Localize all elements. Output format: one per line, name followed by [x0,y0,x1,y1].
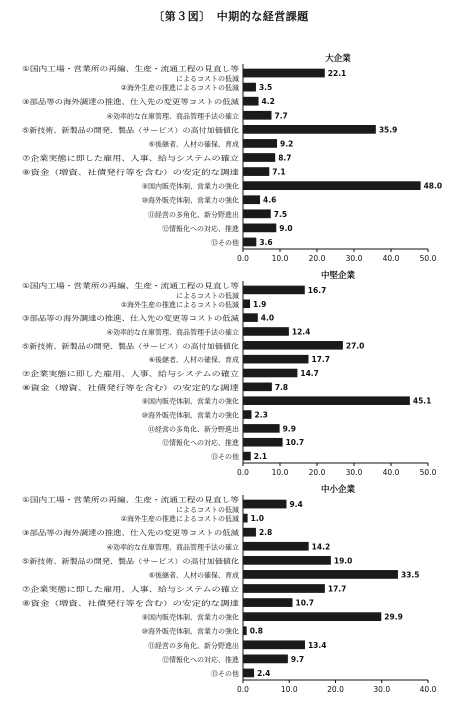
category-label: ⑨国内販売体制、営業力の強化 [141,182,239,191]
bar [243,167,269,176]
bar [243,424,280,433]
category-label: ⑪経営の多角化、新分野進出 [148,210,239,219]
data-label: 17.7 [311,355,331,365]
bar [243,438,283,447]
bar [243,556,331,565]
x-tick-label: 40.0 [382,468,400,477]
data-label: 8.7 [278,153,292,163]
data-label: 33.5 [400,570,420,580]
data-label: 22.1 [327,69,347,79]
bar [243,209,271,218]
bar [243,125,376,134]
bar [243,139,277,148]
data-label: 14.7 [300,369,319,378]
data-label: 48.0 [423,181,443,191]
category-label: ⑫情報化への対応、推進 [162,224,239,233]
data-label: 1.9 [253,299,267,309]
category-label: ⑤新技術、新製品の開発、製品（サービス）の高付加価値化 [22,557,211,566]
category-label: ⑧資金（増資、社債発行等を含む）の安定的な調達 [22,168,183,177]
category-label: ⑩海外販売体制、営業力の強化 [141,411,239,420]
data-label: 2.8 [258,528,273,538]
bar [243,69,325,78]
bar [243,570,398,579]
x-tick-label: 10.0 [271,468,289,477]
bar [243,452,251,461]
category-label: ⑫情報化への対応、推進 [162,439,239,448]
x-tick-label: 10.0 [280,685,298,694]
data-label: 3.6 [259,237,273,247]
bar [243,410,252,419]
data-label: 35.9 [378,125,398,135]
category-label: ⑤新技術、新製品の開発、製品（サービス）の高付加価値化 [22,342,211,351]
x-tick-label: 30.0 [373,685,391,694]
bar [243,584,325,593]
category-label: によるコストの低減 [176,291,239,300]
bar [243,383,272,392]
category-label: ⑦企業実態に即した雇用、人事、給与システムの確立 [22,585,189,594]
bar [243,655,288,664]
data-label: 45.1 [412,396,432,406]
category-label: ⑦企業実態に即した雇用、人事、給与システムの確立 [22,370,189,378]
bar [243,542,309,551]
data-label: 17.7 [327,584,347,594]
data-label: 4.6 [263,195,277,205]
category-label: ⑥後継者、人材の確保、育成 [148,140,239,149]
category-label: ①国内工場・営業所の再編、生産・流通工程の見直し等 [22,496,197,505]
data-label: 9.2 [280,139,294,149]
data-label: 7.7 [274,111,288,121]
panel-title: 中堅企業 [320,271,356,281]
bar [243,598,292,607]
bar [243,83,256,92]
bar [243,626,247,635]
data-label: 29.9 [384,612,403,622]
bar [243,111,271,120]
category-label: ⑬その他 [211,453,239,462]
category-label: ④効率的な在庫管理、商品管理手法の確立 [106,328,239,337]
x-tick-label: 30.0 [345,468,363,477]
category-label: ⑨国内販売体制、営業力の強化 [141,397,239,406]
x-tick-label: 20.0 [308,468,326,477]
bar [243,612,381,621]
data-label: 9.4 [289,500,303,510]
x-tick-label: 40.0 [419,685,437,694]
data-label: 4.0 [260,313,275,323]
data-label: 7.8 [274,382,289,392]
category-label: ④効率的な在庫管理、商品管理手法の確立 [106,543,239,552]
data-label: 12.4 [291,327,311,337]
category-label: ①国内工場・営業所の再編、生産・流通工程の見直し等 [22,281,197,290]
category-label: ⑥後継者、人材の確保、育成 [148,356,239,365]
category-label: ⑨国内販売体制、営業力の強化 [141,613,239,622]
bar [243,299,250,308]
category-label: ②海外生産の推進によるコストの低減 [120,300,239,309]
category-label: ⑪経営の多角化、新分野進出 [148,641,239,650]
data-label: 10.7 [285,438,305,448]
data-label: 7.5 [273,209,288,219]
bar [243,286,305,295]
bar [243,355,308,364]
category-label: ⑥後継者、人材の確保、育成 [148,571,239,580]
category-label: ③部品等の海外調達の推進、仕入先の変更等コストの低減 [22,98,204,107]
bar [243,224,276,233]
data-label: 9.9 [282,424,296,434]
category-label: ①国内工場・営業所の再編、生産・流通工程の見直し等 [22,65,197,74]
data-label: 2.4 [257,668,271,678]
bar [243,341,343,350]
bar [243,97,259,106]
bar [243,528,256,537]
bar [243,153,275,162]
category-label: ⑦企業実態に即した雇用、人事、給与システムの確立 [22,154,189,163]
bar [243,640,305,649]
data-label: 16.7 [307,285,327,295]
bar [243,396,410,405]
category-label: によるコストの低減 [176,75,239,84]
data-label: 9.7 [290,654,305,664]
data-label: 0.8 [249,626,263,636]
data-label: 19.0 [333,556,353,566]
data-label: 1.0 [250,514,264,524]
data-label: 13.4 [307,640,327,650]
x-tick-label: 10.0 [271,254,289,263]
category-label: ⑫情報化への対応、推進 [162,655,239,664]
category-label: ⑧資金（増資、社債発行等を含む）の安定的な調達 [22,599,183,608]
data-label: 14.2 [311,542,331,552]
data-label: 7.1 [272,167,286,177]
category-label: ②海外生産の推進によるコストの低減 [120,84,239,93]
data-label: 3.5 [258,83,273,93]
category-label: ⑩海外販売体制、営業力の強化 [141,627,239,636]
bar [243,669,254,678]
category-label: によるコストの低減 [176,506,239,515]
figure-title: 〔第３図〕 中期的な経営課題 [153,10,309,23]
category-label: ④効率的な在庫管理、商品管理手法の確立 [106,112,239,121]
category-label: ⑪経営の多角化、新分野進出 [148,425,239,434]
panel-title: 大企業 [325,54,351,64]
panel-title: 中小企業 [320,485,356,495]
data-label: 4.2 [261,97,275,107]
category-label: ⑬その他 [211,238,239,247]
bar [243,500,286,509]
bar [243,514,248,523]
x-tick-label: 20.0 [327,685,344,694]
x-tick-label: 50.0 [419,468,437,477]
bar [243,369,297,378]
bar [243,195,260,204]
data-label: 10.7 [295,598,315,608]
category-label: ②海外生産の推進によるコストの低減 [120,515,239,524]
category-label: ⑧資金（増資、社債発行等を含む）の安定的な調達 [22,383,183,392]
x-tick-label: 0.0 [237,254,249,263]
data-label: 2.1 [253,452,268,462]
x-tick-label: 30.0 [345,254,363,263]
x-tick-label: 0.0 [237,685,249,694]
bar [243,327,289,336]
bar [243,181,421,190]
x-tick-label: 40.0 [382,254,400,263]
category-label: ⑤新技術、新製品の開発、製品（サービス）の高付加価値化 [22,126,211,135]
data-label: 2.3 [254,410,268,420]
category-label: ⑩海外販売体制、営業力の強化 [141,196,239,205]
data-label: 9.0 [279,223,293,233]
data-label: 27.0 [345,341,365,351]
bar [243,313,258,322]
x-tick-label: 20.0 [308,254,326,263]
x-tick-label: 50.0 [419,254,437,263]
category-label: ③部品等の海外調達の推進、仕入先の変更等コストの低減 [22,529,204,538]
category-label: ③部品等の海外調達の推進、仕入先の変更等コストの低減 [22,314,204,323]
x-tick-label: 0.0 [237,468,249,477]
category-label: ⑬その他 [211,669,239,678]
bar [243,238,256,247]
